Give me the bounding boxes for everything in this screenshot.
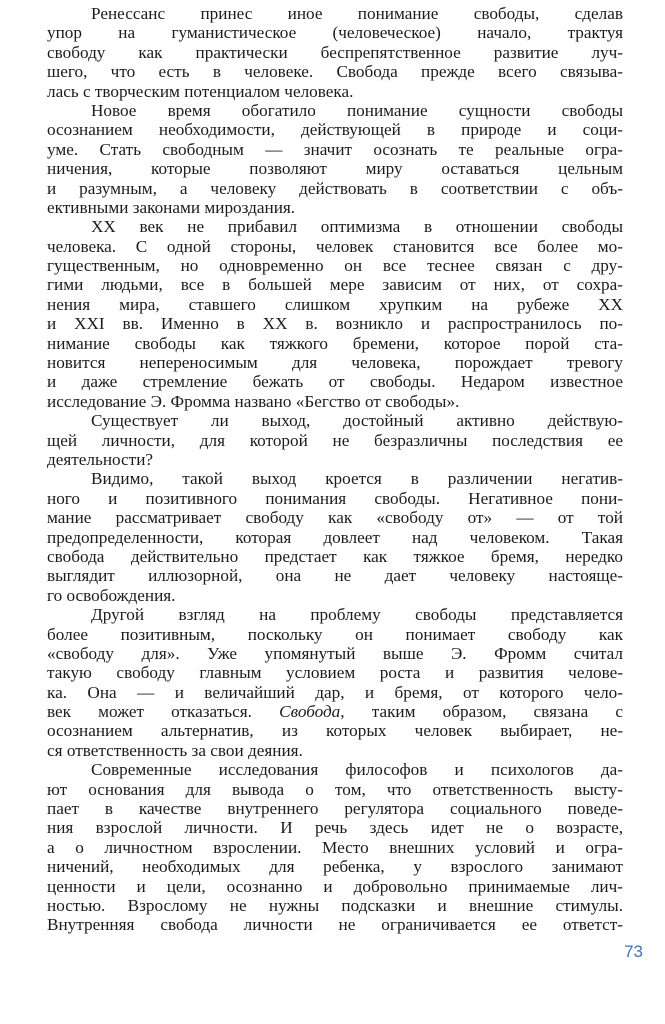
text-line: уме. Стать свободным — значит осознать те реальные огра- [47, 139, 623, 159]
text-line: лась с творческим потенциалом человека. [47, 81, 354, 101]
italic-term: Свобода [279, 702, 341, 722]
text-line: Современные исследования философов и психологов да- [91, 760, 623, 780]
text-line: Ренессанс принес иное понимание свободы, сделав [91, 4, 623, 23]
text-line: ничения, которые позволяют миру оставаться цельным [47, 159, 623, 179]
text-line: более позитивным, поскольку он понимает свободу как [47, 624, 623, 644]
text-line: ка. Она — и величайший дар, и бремя, от которого чело- [47, 682, 623, 702]
text-line-with-italic [47, 702, 623, 721]
text-line: и разумным, а человеку действовать в соответствии с объ- [47, 178, 623, 198]
text-line: ного и позитивного понимания свободы. Негативное пони- [47, 488, 623, 508]
text-line: ективными законами мироздания. [47, 197, 296, 217]
text-line: ностью. Взрослому не нужны подсказки и внешние стимулы. [47, 895, 623, 915]
text-line: мание рассматривает свободу как «свободу от» — от той [47, 508, 623, 528]
text-line: предопределенности, которая довлеет над человеком. Такая [47, 527, 623, 547]
text-line: нимание свободы как тяжкого бремени, которое порой ста- [47, 333, 623, 353]
text-line: а о личностном взрослении. Место внешних условий и огра- [47, 837, 623, 857]
text-line: гущественным, но одновременно он все теснее связан с дру- [47, 256, 623, 276]
text-line: свободу как практически беспрепятственное развитие луч- [47, 42, 623, 62]
text-line: ценности и цели, осознанно и добровольно принимаемые лич- [47, 876, 623, 896]
text-line: исследование Э. Фромма названо «Бегство от свободы». [47, 391, 460, 411]
text-line: ничений, необходимых для ребенка, у взрослого занимают [47, 857, 623, 877]
text-line: Видимо, такой выход кроется в различении негатив- [91, 469, 623, 489]
text-line: Новое время обогатило понимание сущности свободы [91, 100, 623, 120]
text-line: щей личности, для которой не безразличны последствия ее [47, 430, 623, 450]
text-line: XX век не прибавил оптимизма в отношении свободы [91, 217, 623, 237]
text-line: ния взрослой личности. И речь здесь идет не о возрасте, [47, 818, 623, 838]
page-number: 73 [624, 942, 643, 961]
text-line: упор на гуманистическое (человеческое) начало, трактуя [47, 23, 623, 43]
text-line: пает в качестве внутреннего регулятора социального поведе- [47, 799, 623, 819]
text-line: Существует ли выход, достойный активно действую- [91, 411, 623, 431]
text-fragment: , таким образом, связана с [340, 702, 624, 722]
text-line: осознанием необходимости, действующей в природе и соци- [47, 120, 623, 140]
text-line: человека. С одной стороны, человек становится все более мо- [47, 236, 623, 256]
text-line: го освобождения. [47, 585, 176, 605]
text-line: деятельности? [47, 449, 154, 469]
text-line: и XXI вв. Именно в XX в. возникло и распространилось по- [47, 314, 623, 334]
text-line: Внутренняя свобода личности не ограничивается ее ответст- [47, 915, 623, 935]
text-line: «свободу для». Уже упомянутый выше Э. Фромм считал [47, 643, 623, 663]
text-line: осознанием альтернатив, из которых человек выбирает, не- [47, 721, 623, 741]
text-line: Другой взгляд на проблему свободы представляется [91, 605, 623, 625]
text-line: такую свободу главным условием роста и развития челове- [47, 663, 623, 683]
text-line: и даже стремление бежать от свободы. Недаром известное [47, 372, 623, 392]
text-line: шего, что есть в человеке. Свобода прежде всего связыва- [47, 62, 623, 82]
text-fragment: век может отказаться. [47, 702, 252, 722]
page-body-text [47, 4, 623, 935]
text-line: нения мира, ставшего слишком хрупким на рубеже XX [47, 294, 623, 314]
text-line: новится непереносимым для человека, порождает тревогу [47, 353, 623, 373]
text-line: выглядит иллюзорной, она не дает человеку настояще- [47, 566, 623, 586]
text-line: свобода действительно предстает как тяжкое бремя, нередко [47, 546, 623, 566]
text-line: гими людьми, все в большей мере зависим от них, от сохра- [47, 275, 623, 295]
text-line: ся ответственность за свои деяния. [47, 740, 303, 760]
text-line: ют основания для вывода о том, что ответственность высту- [47, 779, 623, 799]
